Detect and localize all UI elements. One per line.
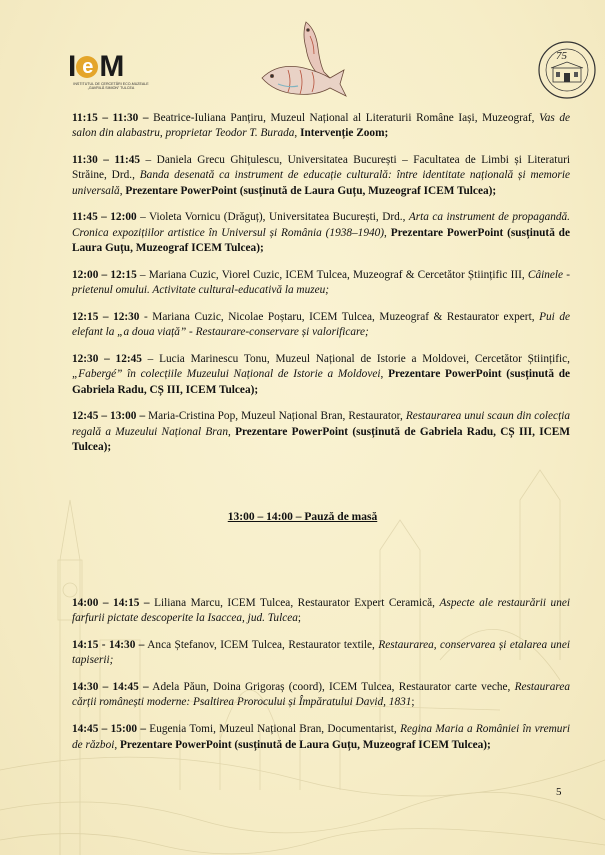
program-entry: [72, 722, 570, 753]
entry-note: Prezentare PowerPoint (susținută de Gabriela Radu, CȘ III, ICEM Tulcea);: [72, 425, 570, 454]
entry-time: 12:45 – 13:00 –: [72, 410, 146, 423]
entry-note: Intervenție Zoom;: [300, 127, 389, 140]
entry-time: 14:00 – 14:15 –: [72, 597, 150, 609]
entry-separator: ,: [119, 184, 126, 197]
program-entry: [72, 352, 570, 398]
entry-separator: ,: [384, 226, 391, 239]
entry-title: Regina Maria a României în vremuri de război: [72, 723, 570, 751]
entry-title: Restaurarea unui scaun din colecția regală a Muzeului Național Bran: [72, 410, 570, 438]
entry-title: Aspecte ale restaurării unei farfurii pictate descoperite la Isaccea, jud. Tulcea: [72, 597, 570, 625]
entry-time: 12:15 – 12:30: [72, 310, 140, 323]
entry-separator: ,: [227, 425, 236, 438]
entry-separator: ,: [114, 738, 121, 751]
entry-title: Restaurarea cărții românești moderne: Psaltirea Prorocului și Împăratului David, 1831: [72, 681, 570, 709]
afternoon-session: [72, 596, 570, 764]
entry-time: 11:45 – 12:00: [72, 211, 137, 224]
program-entry: [72, 268, 570, 299]
entry-title: „Fabergé” în colecțiile Muzeului Național de Istorie a Moldovei: [72, 368, 381, 381]
entry-authors: Maria-Cristina Pop, Muzeul Național Bran, Restaurator,: [145, 410, 406, 423]
anniversary-seal: [537, 40, 597, 100]
entry-authors: – Lucia Marinescu Tonu, Muzeul Național de Istorie a Moldovei, Cercetător Științific,: [141, 353, 570, 366]
program-entry: [72, 310, 570, 341]
program-entry: [72, 111, 570, 142]
lunch-break-heading: 13:00 – 14:00 – Pauză de masă: [227, 511, 378, 523]
entry-title: Arta ca instrument de propagandă. Cronica expozițiilor artistice în Universul și România (1938–1940): [72, 211, 571, 239]
entry-authors: Beatrice-Iuliana Panțiru, Muzeul Național al Literaturii Române Iași, Muzeograf,: [148, 112, 540, 124]
program-entry: [72, 596, 570, 627]
entry-separator: ;: [297, 612, 302, 625]
program-entry: [72, 210, 570, 256]
entry-note: Prezentare PowerPoint (susținută de Laura Guțu, Muzeograf ICEM Tulcea);: [72, 226, 570, 255]
entry-time: 12:30 – 12:45: [72, 353, 142, 366]
entry-authors: Liliana Marcu, ICEM Tulcea, Restaurator Expert Ceramică,: [149, 597, 440, 609]
entry-authors: – Daniela Grecu Ghițulescu, Universitatea București – Facultatea de Limbi și Literaturi Străine, Drd.,: [72, 154, 570, 182]
entry-title: Restaurarea, conservarea și etalarea unei tapiserii;: [72, 639, 570, 667]
entry-authors: Adela Păun, Doina Grigoraș (coord), ICEM Tulcea, Restaurator carte veche,: [148, 681, 515, 694]
entry-authors: – Mariana Cuzic, Viorel Cuzic, ICEM Tulcea, Muzeograf & Cercetător Științific III,: [136, 268, 528, 281]
program-entry: [72, 409, 570, 455]
entry-time: 14:30 – 14:45 –: [72, 681, 149, 694]
entry-title: Banda desenată ca instrument de educație culturală: între identitate națională și memorie universală: [72, 169, 570, 197]
entry-time: 14:45 – 15:00 –: [72, 723, 146, 736]
entry-time: 12:00 – 12:15: [72, 268, 137, 281]
entry-note: Prezentare PowerPoint (susținută de Laura Guțu, Muzeograf ICEM Tulcea);: [120, 738, 491, 751]
morning-session: [72, 111, 570, 467]
seal-number: 75: [556, 50, 567, 62]
entry-separator: ,: [380, 368, 389, 381]
entry-title: Vas de salon din alabastru, proprietar Teodor T. Burada: [72, 112, 570, 140]
entry-separator: ,: [294, 127, 301, 140]
program-entry: [72, 680, 570, 711]
icem-logo: [62, 44, 158, 98]
entry-authors: - Mariana Cuzic, Nicolae Poștaru, ICEM Tulcea, Muzeograf & Restaurator expert,: [139, 310, 540, 323]
page-number: 5: [556, 786, 562, 798]
entry-authors: Eugenia Tomi, Muzeul Național Bran, Documentarist,: [145, 723, 401, 736]
entry-authors: Anca Ștefanov, ICEM Tulcea, Restaurator textile,: [144, 639, 379, 652]
entry-authors: – Violeta Vornicu (Drăguț), Universitatea București, Drd.,: [136, 211, 409, 224]
icem-logo-mark: I e M: [68, 50, 124, 83]
program-entry: [72, 153, 570, 199]
program-entry: [72, 638, 570, 669]
entry-time: 11:30 – 11:45: [72, 154, 141, 167]
seal-icon: [537, 40, 597, 100]
entry-title: Pui de elefant la „a doua viață” - Restaurare-conservare și valorificare;: [72, 310, 570, 339]
entry-time: 11:15 – 11:30 –: [72, 112, 149, 124]
entry-note: Prezentare PowerPoint (susținută de Gabriela Radu, CȘ III, ICEM Tulcea);: [72, 368, 570, 396]
icem-logo-caption: [64, 82, 158, 91]
page-header: [0, 0, 605, 108]
icem-caption-line2: „GAVRILĂ SIMION” TULCEA: [87, 86, 135, 91]
entry-note: Prezentare PowerPoint (susținută de Laura Guțu, Muzeograf ICEM Tulcea);: [125, 184, 497, 197]
entry-time: 14:15 - 14:30 –: [72, 639, 145, 652]
fish-illustration-icon: [258, 18, 354, 100]
icem-caption-line1: INSTITUTUL DE CERCETĂRI ECO-MUZEALE: [73, 82, 149, 86]
entry-title: Câinele - prietenul omului. Activitate cultural-educativă la muzeu;: [72, 268, 571, 297]
entry-separator: ;: [411, 696, 415, 709]
